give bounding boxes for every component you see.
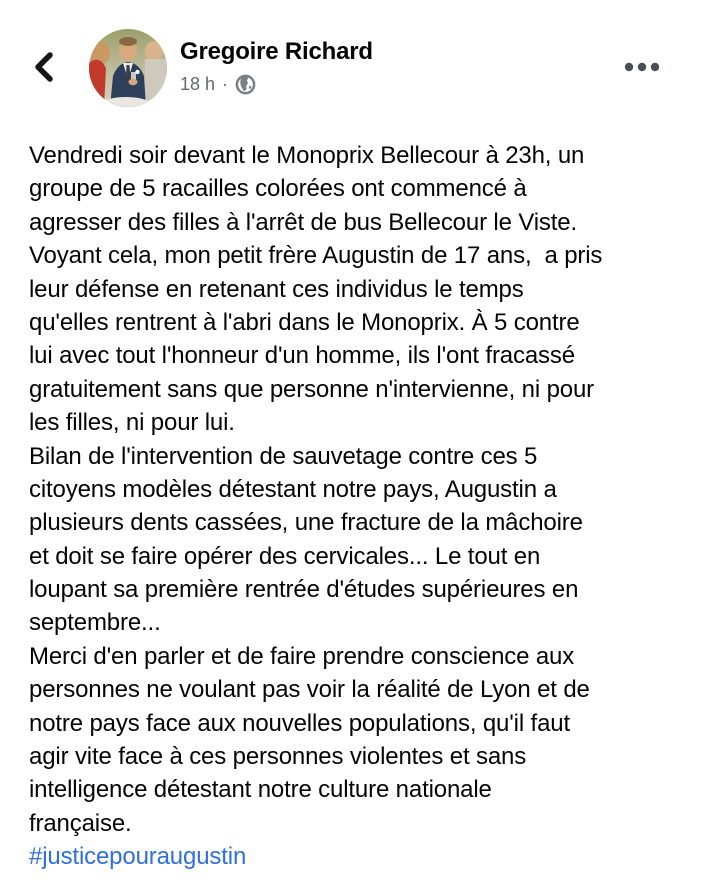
post-text-line: loupant sa première rentrée d'études supérieures en	[29, 576, 579, 604]
post-text-line: les filles, ni pour lui.	[29, 409, 235, 437]
profile-photo	[89, 29, 167, 107]
post-text-line: Voyant cela, mon petit frère Augustin de 17 ans, a pris	[29, 242, 603, 270]
post-body	[29, 139, 701, 874]
back-button[interactable]	[24, 46, 64, 90]
post-text-line: française.	[29, 809, 132, 837]
post-text-line: personnes ne voulant pas voir la réalité de Lyon et de	[29, 676, 590, 704]
post-text-line: Vendredi soir devant le Monoprix Bellecour à 23h, un	[29, 142, 585, 169]
post-text-line: et doit se faire opérer des cervicales... Le tout en	[29, 542, 541, 570]
chevron-left-icon	[32, 51, 56, 86]
post-text-line: groupe de 5 racailles colorées ont commencé à	[29, 175, 527, 203]
globe-public-icon	[235, 74, 256, 95]
post-meta	[180, 71, 256, 97]
post-text-line: plusieurs dents cassées, une fracture de la mâchoire	[29, 509, 583, 537]
post-text-line: citoyens modèles détestant notre pays, Augustin a	[29, 475, 557, 503]
hashtag-link[interactable]: #justicepouraugustin	[29, 843, 247, 871]
three-dots-icon	[622, 60, 662, 77]
post-text-line: gratuitement sans que personne n'intervienne, ni pour	[29, 375, 595, 403]
post-text-line: Bilan de l'intervention de sauvetage contre ces 5	[29, 442, 538, 470]
post-text	[29, 139, 701, 840]
post-text-line: septembre...	[29, 609, 161, 637]
post-text-line: intelligence détestant notre culture nationale	[29, 776, 492, 804]
post-text-line: agresser des filles à l'arrêt de bus Bellecour le Viste.	[29, 208, 578, 236]
post-text-line: lui avec tout l'honneur d'un homme, ils l'ont fracassé	[29, 342, 575, 370]
meta-separator: ·	[222, 73, 229, 94]
post-text-line: qu'elles rentrent à l'abri dans le Monoprix. À 5 contre	[29, 308, 580, 336]
post-text-line: leur défense en retenant ces individus le temps	[29, 275, 524, 303]
post-text-line: Merci d'en parler et de faire prendre conscience aux	[29, 642, 575, 670]
post-text-line: notre pays face aux nouvelles populations, qu'il faut	[29, 709, 570, 737]
timestamp: 18 h	[180, 73, 216, 94]
avatar[interactable]	[89, 29, 167, 107]
post-text-line: agir vite face à ces personnes violentes et sans	[29, 743, 527, 771]
more-options-button[interactable]	[618, 54, 666, 82]
author-name[interactable]: Gregoire Richard	[180, 38, 373, 65]
